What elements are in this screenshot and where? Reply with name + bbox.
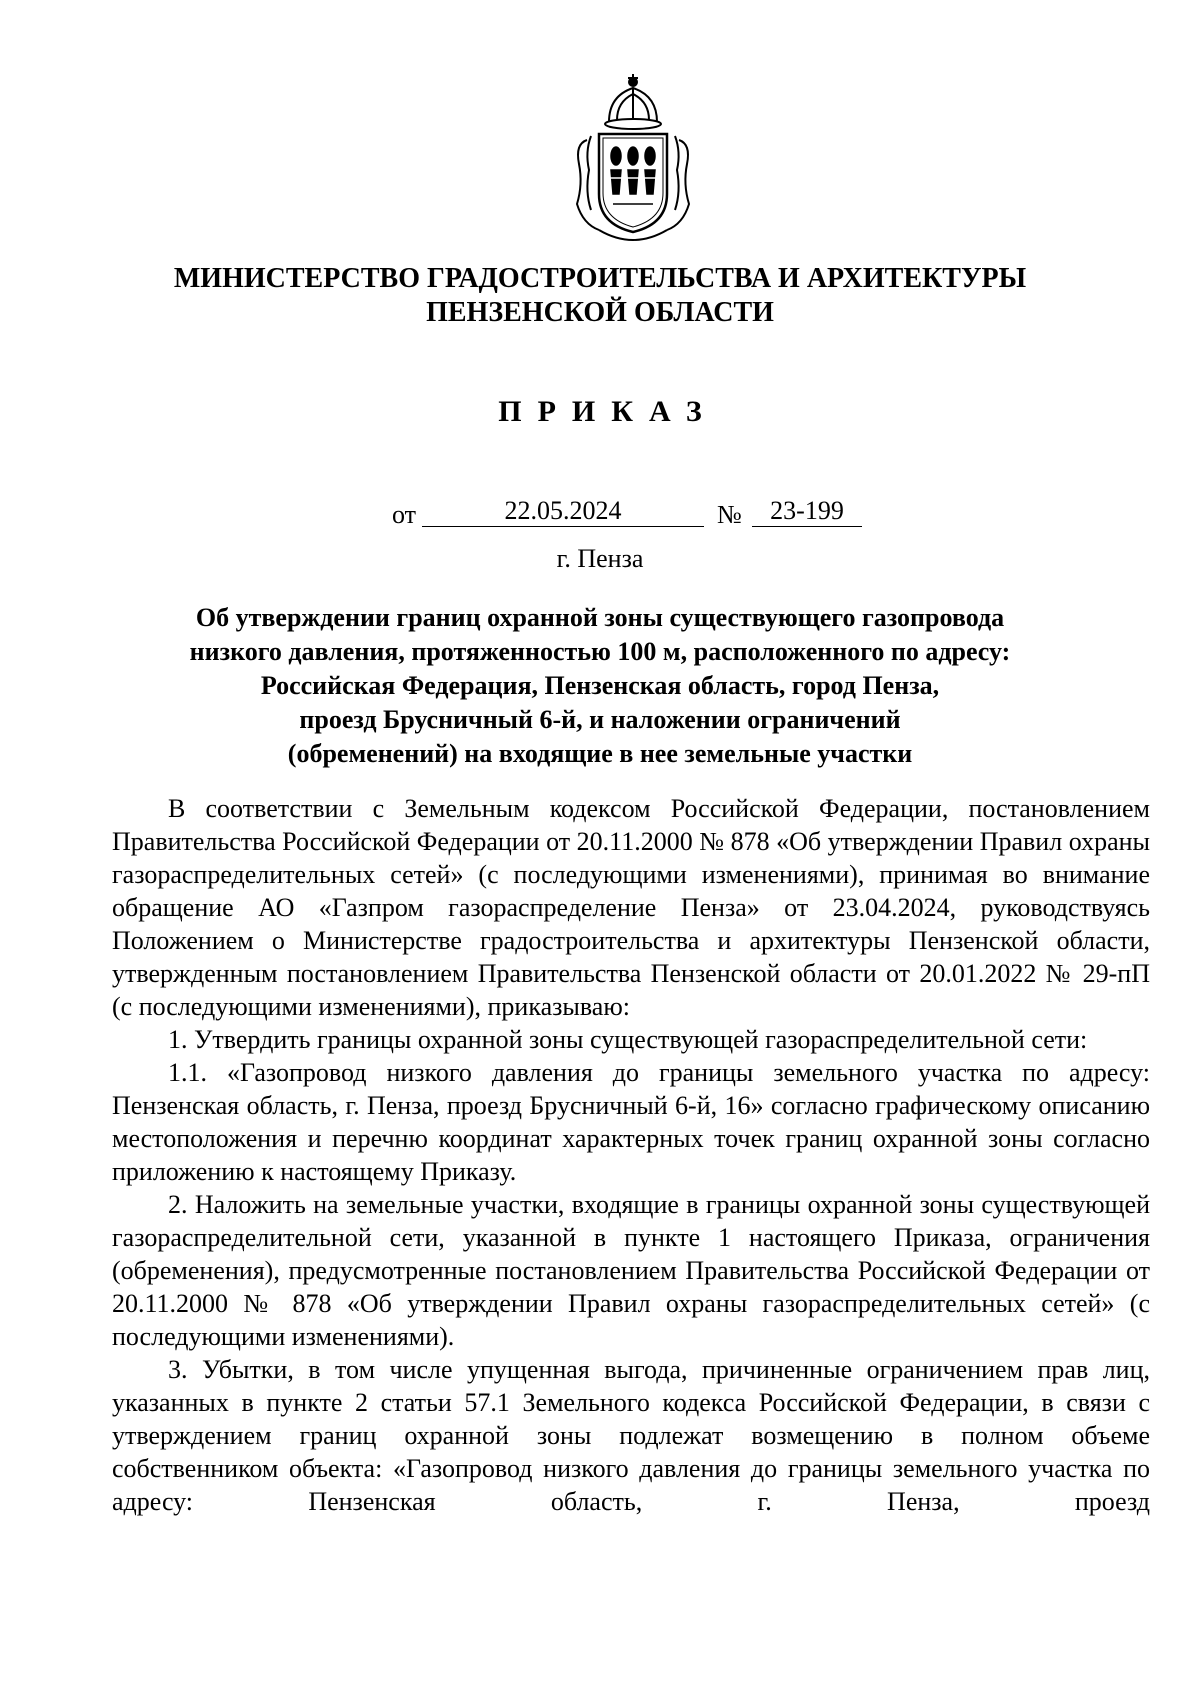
item-1-1-paragraph: 1.1. «Газопровод низкого давления до границы земельного участка по адресу: Пензенская область, г. Пенза, проезд Брусничный 6-й, 16» согласно графическому описанию местоположения и перечню координат характерных точек границ охранной зоны согласно приложению к настоящему Приказу.: [112, 1058, 1150, 1186]
subject-line-5: (обременений) на входящие в нее земельные участки: [287, 739, 913, 768]
ministry-name: [0, 262, 1200, 330]
order-subject: [0, 601, 1200, 771]
subject-line-3: Российская Федерация, Пензенская область, город Пенза,: [260, 671, 940, 700]
coat-of-arms-emblem: [569, 74, 697, 246]
subject-line-4: проезд Брусничный 6-й, и наложении ограничений: [299, 705, 901, 734]
number-label: №: [717, 500, 742, 529]
ministry-line-2: ПЕНЗЕНСКОЙ ОБЛАСТИ: [426, 297, 774, 328]
subject-line-2: низкого давления, протяженностью 100 м, расположенного по адресу:: [189, 637, 1011, 666]
order-date: 22.05.2024: [422, 496, 704, 527]
city: г. Пенза: [556, 544, 644, 573]
item-3-paragraph: 3. Убытки, в том числе упущенная выгода, причиненные ограничением прав лиц, указанных в пункте 2 статьи 57.1 Земельного кодекса Российской Федерации, в связи с утверждением границ охранной зоны подлежат возмещению в полном объеме собственником объекта: «Газопровод низкого давления до границы земельного участка по адресу: Пензенская область, г. Пенза, проезд: [112, 1355, 1150, 1516]
preamble-paragraph: В соответствии с Земельным кодексом Российской Федерации, постановлением Правительства Российской Федерации от 20.11.2000 № 878 «Об утверждении Правил охраны газораспределительных сетей» (с последующими изменениями), принимая во внимание обращение АО «Газпром газораспределение Пенза» от 23.04.2024, руководствуясь Положением о Министерстве градостроительства и архитектуры Пензенской области, утвержденным постановлением Правительства Пензенской области от 20.01.2022 № 29-пП (с последующими изменениями), приказываю:: [112, 794, 1150, 1021]
order-title: ПРИКАЗ: [498, 395, 718, 428]
date-from-label: от: [392, 500, 417, 529]
item-1-paragraph: 1. Утвердить границы охранной зоны существующей газораспределительной сети:: [168, 1025, 1088, 1054]
item-2-paragraph: 2. Наложить на земельные участки, входящие в границы охранной зоны существующей газораспределительной сети, указанной в пункте 1 настоящего Приказа, ограничения (обременения), предусмотренные постановлением Правительства Российской Федерации от 20.11.2000 № 878 «Об утверждении Правил охраны газораспределительных сетей» (с последующими изменениями).: [112, 1190, 1150, 1351]
ministry-line-1: МИНИСТЕРСТВО ГРАДОСТРОИТЕЛЬСТВА И АРХИТЕКТУРЫ: [173, 263, 1027, 294]
order-body: [112, 792, 1150, 1518]
order-number: 23-199: [752, 496, 862, 527]
subject-line-1: Об утверждении границ охранной зоны существующего газопровода: [195, 603, 1005, 632]
